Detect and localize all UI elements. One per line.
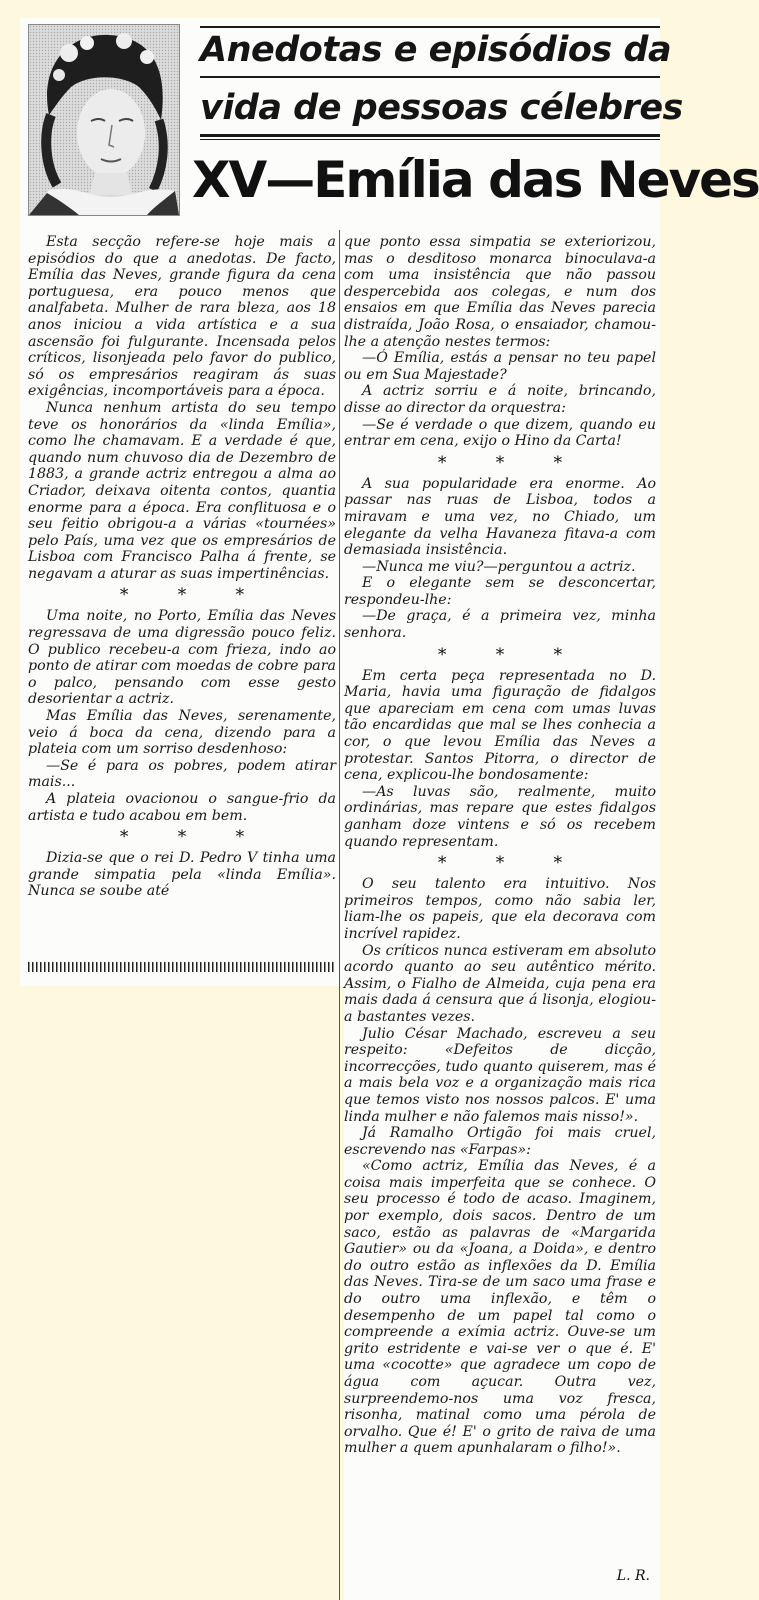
- article-paragraph: A plateia ovacionou o sangue-frio da artista e tudo acabou em bem.: [28, 791, 336, 824]
- headline-line-1: Anedotas e episódios da: [200, 30, 672, 70]
- article-paragraph: Esta secção refere-se hoje mais a episódios do que a anedotas. De facto, Emília das Neves, grande figura da cena portuguesa, era pouco menos que analfabeta. Mulher de rara bleza, aos 18 anos iniciou a vida artística e a sua ascensão foi fulgurante. Incensada pelos críticos, lisonjeada pelo favor do publico, só os empresários reagiram ás suas exigências, incomportáveis para a época.: [28, 234, 336, 400]
- article-paragraph: Nunca nenhum artista do seu tempo teve os honorários da «linda Emília», como lhe chamavam. E a verdade é que, quando num chuvoso dia de Dezembro de 1883, a grande actriz entregou a alma ao Criador, deixava oitenta contos, quantia enorme para a época. Era conflituosa e o seu feitio obrigou-a a várias «tournées» pelo País, uma vez que os empresários de Lisboa com Francisco Palha á frente, se negavam a aturar as suas impertinências.: [28, 399, 336, 582]
- article-paragraph: Mas Emília das Neves, serenamente, veio á boca da cena, dizendo para a plateia com um sorriso desdenhoso:: [28, 708, 336, 758]
- author-signature: L. R.: [616, 1568, 650, 1584]
- headline-line-2: vida de pessoas célebres: [200, 88, 683, 128]
- empty-area: [0, 986, 344, 1600]
- article-paragraph: Já Ramalho Ortigão foi mais cruel, escrevendo nas «Farpas»:: [344, 1125, 656, 1158]
- headline: [200, 20, 683, 144]
- article-paragraph: —Se é verdade o que dizem, quando eu entrar em cena, exijo o Hino da Carta!: [344, 416, 656, 450]
- article-paragraph: «Como actriz, Emília das Neves, é a coisa mais imperfeita que se conhece. O seu processo é todo de acaso. Imaginem, por exemplo, dois sacos. Dentro de um saco, estão as palavras de «Margarida Gautier» ou da «Joana, a Doida», e dentro do outro estão as inflexões da D. Emília das Neves. Tira-se de um saco uma frase e do outro uma inflexão, e têm o desempenho de um papel tal como o compreende a exímia actriz. Ouve-se um grito estridente e vai-se ver o que é. E' uma «cocotte» que agradece um copo de água com açucar. Outra vez, surpreendemo-nos uma voz fresca, risonha, matinal como uma pérola de orvalho. Que é! E' o grito de raiva de uma mulher a quem apunhalaram o filho!».: [344, 1158, 656, 1457]
- portrait-photo: [28, 24, 180, 216]
- article-paragraph: A actriz sorriu e á noite, brincando, disse ao director da orquestra:: [344, 383, 656, 416]
- right-column: [344, 234, 656, 1457]
- section-separator-stars: * * *: [119, 827, 267, 848]
- article-paragraph: Em certa peça representada no D. Maria, havia uma figuração de fidalgos que apareciam em cena com umas luvas tão encardidas que mal se lhes conhecia a cor, o que levou Emília das Neves a protestar. Santos Pitorra, o director de cena, explicou-lhe bondosamente:: [344, 667, 656, 784]
- article-paragraph: O seu talento era intuitivo. Nos primeiros tempos, como não sabia ler, liam-lhe os papeis, que ela decorava com incrível rapidez.: [344, 876, 656, 942]
- article-paragraph: —As luvas são, realmente, muito ordinárias, mas repare que estes fidalgos ganham doze vintens e só os recebem quando representam.: [344, 783, 656, 850]
- article-paragraph: Os críticos nunca estiveram em absoluto acordo quanto ao seu autêntico mérito. Assim, o Fialho de Almeida, cuja pena era mais dada á censura que á lisonja, elogiou-a bastantes vezes.: [344, 942, 656, 1025]
- article-paragraph: A sua popularidade era enorme. Ao passar nas ruas de Lisboa, todos a miravam e uma vez, no Chiado, um elegante da velha Havaneza fitava-a com demasiada insistência.: [344, 475, 656, 559]
- article-paragraph: E o elegante sem se desconcertar, respondeu-lhe:: [344, 575, 656, 608]
- article-title: XV—Emília das Neves: [192, 151, 759, 209]
- article-paragraph: Julio César Machado, escreveu a seu respeito: «Defeitos de dicção, incorrecções, tudo quanto quiserem, mas é a mais bela voz e a organização mais rica que temos visto nos nossos palcos. E' uma linda mulher e não falemos mais nisso!».: [344, 1025, 656, 1125]
- column-divider: [339, 230, 340, 1600]
- article-paragraph: —Ó Emília, estás a pensar no teu papel ou em Sua Majestade?: [344, 350, 656, 383]
- article-paragraph: Uma noite, no Porto, Emília das Neves regressava de uma digressão pouco feliz. O publico recebeu-a com frieza, indo ao ponto de atirar com moedas de cobre para o palco, pensando com esse gesto desorientar a actriz.: [28, 608, 336, 708]
- section-separator-stars: * * *: [119, 585, 267, 606]
- article-paragraph: —Nunca me viu?—perguntou a actriz.: [362, 558, 636, 575]
- left-column: [28, 234, 336, 900]
- section-separator-stars: * * *: [437, 853, 585, 874]
- decorative-border-strip: [28, 962, 336, 972]
- article-paragraph: —De graça, é a primeira vez, minha senhora.: [344, 608, 656, 642]
- section-separator-stars: * * *: [437, 644, 585, 665]
- article-paragraph: —Se é para os pobres, podem atirar mais...: [28, 757, 336, 791]
- article-paragraph: que ponto essa simpatia se exteriorizou, mas o desditoso monarca binoculava-a com uma insistência que não passou despercebida aos colegas, e num dos ensaios em que Emília das Neves parecia distraída, João Rosa, o ensaiador, chamou-lhe a atenção nestes termos:: [344, 234, 656, 350]
- article-paragraph: Dizia-se que o rei D. Pedro V tinha uma grande simpatia pela «linda Emília». Nunca se soube até: [28, 850, 336, 900]
- section-separator-stars: * * *: [437, 452, 585, 473]
